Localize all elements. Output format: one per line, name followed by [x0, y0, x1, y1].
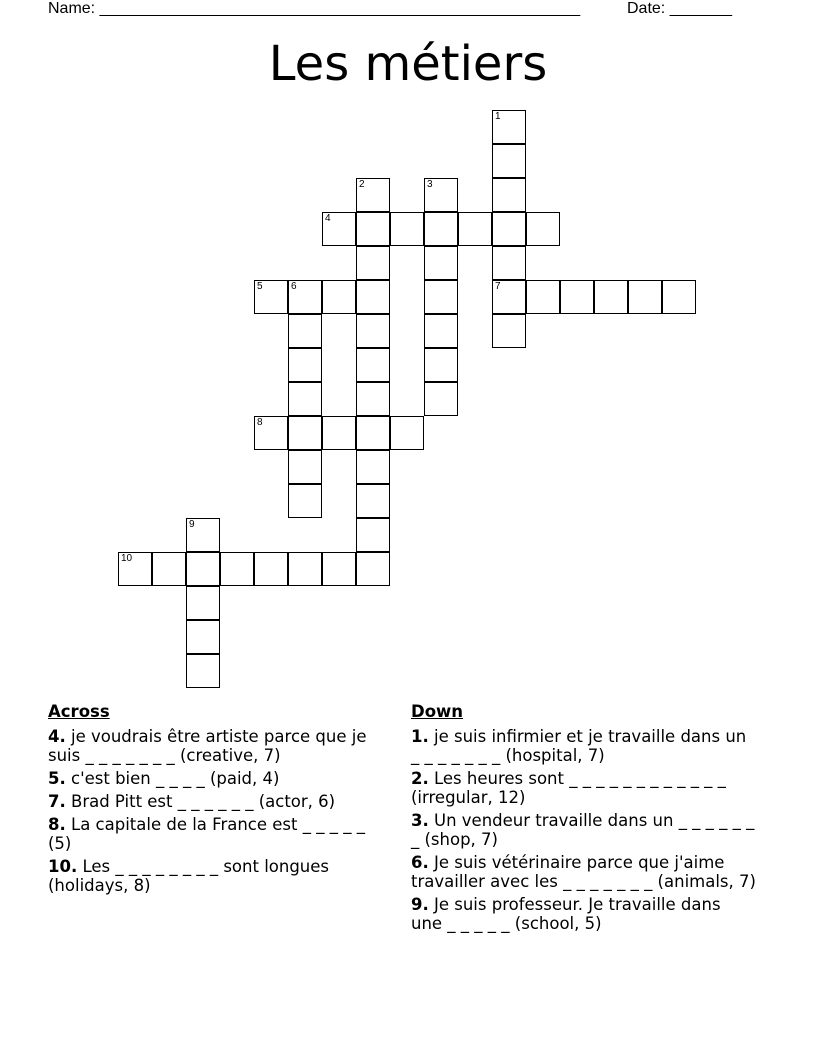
crossword-cell[interactable] — [322, 280, 356, 314]
clue-number: 10 — [121, 553, 133, 564]
crossword-cell[interactable] — [662, 280, 696, 314]
crossword-cell[interactable] — [424, 348, 458, 382]
crossword-cell[interactable] — [186, 518, 220, 552]
crossword-cell[interactable] — [356, 382, 390, 416]
clue-number: 6 — [291, 281, 297, 292]
crossword-cell[interactable] — [390, 212, 424, 246]
crossword-cell[interactable] — [288, 552, 322, 586]
down-clues — [411, 702, 756, 937]
crossword-cell[interactable] — [390, 416, 424, 450]
crossword-cell[interactable] — [356, 552, 390, 586]
across-clue: 5. c'est bien _ _ _ _ (paid, 4) — [48, 769, 280, 788]
crossword-cell[interactable] — [356, 416, 390, 450]
name-field[interactable]: Name: ______________________________________________________ — [48, 0, 581, 17]
crossword-cell[interactable] — [288, 450, 322, 484]
crossword-cell[interactable] — [492, 280, 526, 314]
crossword-cell[interactable] — [424, 382, 458, 416]
clue-number: 3 — [427, 179, 433, 190]
crossword-cell[interactable] — [526, 212, 560, 246]
crossword-cell[interactable] — [186, 552, 220, 586]
crossword-cell[interactable] — [288, 484, 322, 518]
crossword-cell[interactable] — [356, 280, 390, 314]
crossword-cell[interactable] — [322, 552, 356, 586]
across-clue: 10. Les _ _ _ _ _ _ _ _ sont longues (holidays, 8) — [48, 857, 330, 895]
across-heading: Across — [48, 702, 110, 721]
crossword-cell[interactable] — [322, 212, 356, 246]
across-clues — [48, 702, 388, 899]
crossword-cell[interactable] — [356, 246, 390, 280]
crossword-cell[interactable] — [356, 314, 390, 348]
clue-number: 4 — [325, 213, 331, 224]
down-clue: 2. Les heures sont _ _ _ _ _ _ _ _ _ _ _ _ (irregular, 12) — [411, 769, 726, 807]
crossword-cell[interactable] — [424, 280, 458, 314]
crossword-cell[interactable] — [118, 552, 152, 586]
clue-number: 8 — [257, 417, 263, 428]
clue-number: 9 — [189, 519, 195, 530]
date-field[interactable]: Date: _______ — [627, 0, 732, 17]
crossword-cell[interactable] — [356, 518, 390, 552]
crossword-cell[interactable] — [254, 552, 288, 586]
clue-number: 1 — [495, 111, 501, 122]
crossword-cell[interactable] — [356, 348, 390, 382]
across-clue: 4. je voudrais être artiste parce que je suis _ _ _ _ _ _ _ (creative, 7) — [48, 727, 367, 765]
crossword-cell[interactable] — [594, 280, 628, 314]
crossword-cell[interactable] — [492, 212, 526, 246]
crossword-cell[interactable] — [152, 552, 186, 586]
crossword-cell[interactable] — [424, 178, 458, 212]
crossword-cell[interactable] — [356, 484, 390, 518]
crossword-cell[interactable] — [186, 620, 220, 654]
clue-number: 2 — [359, 179, 365, 190]
crossword-cell[interactable] — [492, 178, 526, 212]
crossword-cell[interactable] — [220, 552, 254, 586]
across-clue: 8. La capitale de la France est _ _ _ _ _ (5) — [48, 815, 365, 853]
crossword-cell[interactable] — [288, 280, 322, 314]
page-title: Les métiers — [268, 36, 548, 92]
clue-number: 5 — [257, 281, 263, 292]
down-clue: 9. Je suis professeur. Je travaille dans une _ _ _ _ _ (school, 5) — [411, 895, 721, 933]
crossword-cell[interactable] — [254, 280, 288, 314]
crossword-cell[interactable] — [526, 280, 560, 314]
crossword-cell[interactable] — [186, 654, 220, 688]
crossword-cell[interactable] — [356, 212, 390, 246]
crossword-cell[interactable] — [288, 382, 322, 416]
crossword-cell[interactable] — [424, 246, 458, 280]
crossword-cell[interactable] — [492, 110, 526, 144]
down-clue: 3. Un vendeur travaille dans un _ _ _ _ _ _ _ (shop, 7) — [411, 811, 755, 849]
crossword-cell[interactable] — [288, 348, 322, 382]
down-clue: 1. je suis infirmier et je travaille dans un _ _ _ _ _ _ _ (hospital, 7) — [411, 727, 747, 765]
crossword-cell[interactable] — [492, 314, 526, 348]
crossword-cell[interactable] — [356, 450, 390, 484]
crossword-cell[interactable] — [424, 212, 458, 246]
down-heading: Down — [411, 702, 464, 721]
crossword-cell[interactable] — [424, 314, 458, 348]
crossword-cell[interactable] — [322, 416, 356, 450]
clue-number: 7 — [495, 281, 501, 292]
crossword-cell[interactable] — [628, 280, 662, 314]
crossword-cell[interactable] — [356, 178, 390, 212]
crossword-cell[interactable] — [560, 280, 594, 314]
crossword-cell[interactable] — [492, 246, 526, 280]
crossword-cell[interactable] — [458, 212, 492, 246]
across-clue: 7. Brad Pitt est _ _ _ _ _ _ (actor, 6) — [48, 792, 336, 811]
crossword-cell[interactable] — [288, 416, 322, 450]
crossword-cell[interactable] — [492, 144, 526, 178]
crossword-cell[interactable] — [186, 586, 220, 620]
crossword-cell[interactable] — [288, 314, 322, 348]
crossword-cell[interactable] — [254, 416, 288, 450]
down-clue: 6. Je suis vétérinaire parce que j'aime travailler avec les _ _ _ _ _ _ _ (animals, 7) — [411, 853, 756, 891]
